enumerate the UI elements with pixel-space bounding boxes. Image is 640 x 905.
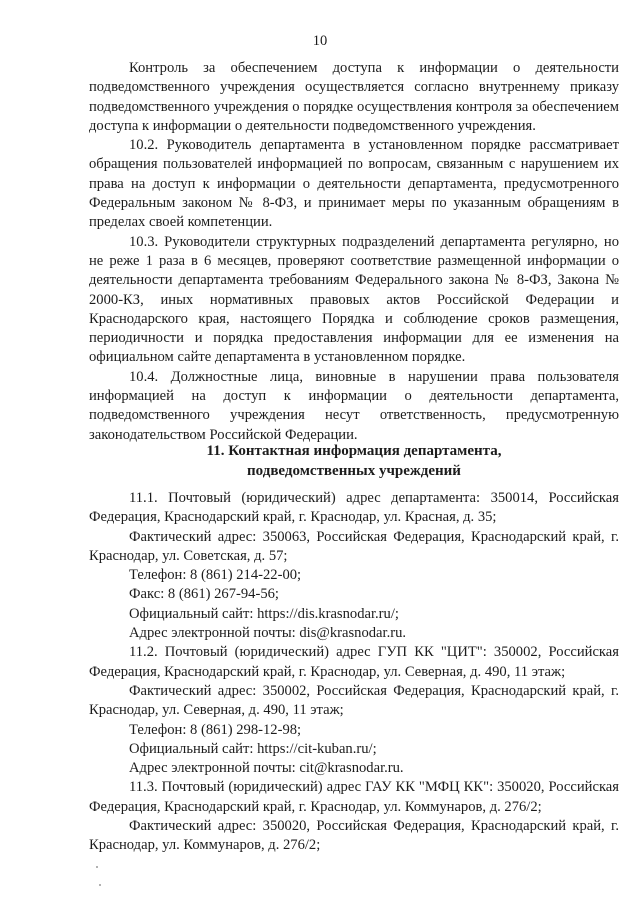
paragraph: 10.2. Руководитель департамента в установленном порядке рассматривает обращения пользователей информацией по вопросам, связанным с нарушением их права на доступ к информации о деятельности департамента, предусмотренного Федеральным законом № 8-ФЗ, и принимает меры по указанным обращениям в пределах своей компетенции. (89, 137, 619, 231)
scan-speck (99, 884, 101, 886)
section-11-body (89, 489, 619, 856)
paragraph: 10.3. Руководители структурных подразделений департамента регулярно, но не реже 1 раза в 6 месяцев, проверяют соответствие размещенной информации о деятельности департамента требованиям Федерального закона № 8-ФЗ, Закона № 2000-КЗ, иных нормативных правовых актов Российской Федерации и Краснодарского края, настоящего Порядка и соблюдение сроков размещения, периодичности и порядка предоставления информации для ее изменения на официальном сайте департамента в установленном порядке. (89, 233, 619, 366)
paragraph: Адрес электронной почты: cit@krasnodar.ru. (129, 760, 404, 777)
scan-speck (96, 866, 98, 868)
paragraph: Фактический адрес: 350002, Российская Федерация, Краснодарский край, г. Краснодар, ул. Северная, д. 490, 11 этаж; (89, 682, 619, 719)
paragraph: Телефон: 8 (861) 214-22-00; (129, 567, 302, 584)
paragraph: 11.3. Почтовый (юридический) адрес ГАУ КК "МФЦ КК": 350020, Российская Федерация, Краснодарский край, г. Краснодар, ул. Коммунаров, д. 276/2; (89, 779, 619, 815)
paragraph: 11.1. Почтовый (юридический) адрес департамента: 350014, Российская Федерация, Краснодарский край, г. Краснодар, ул. Красная, д. 35; (89, 490, 619, 526)
paragraph: Фактический адрес: 350063, Российская Федерация, Краснодарский край, г. Краснодар, ул. Советская, д. 57; (89, 528, 619, 564)
section-11-heading (89, 441, 619, 481)
paragraph: Контроль за обеспечением доступа к информации о деятельности подведомственного учреждения осуществляется согласно внутреннему приказу подведомственного учреждения о порядке осуществления контроля за обеспечением доступа к информации о деятельности подведомственного учреждения. (89, 60, 619, 134)
paragraph: 10.4. Должностные лица, виновные в нарушении права пользователя информацией на доступ к информации о деятельности департамента, подведомственного учреждения несут ответственность, предусмотренную законодательством Российской Федерации. (89, 368, 619, 443)
paragraph: Факс: 8 (861) 267-94-56; (129, 586, 279, 603)
page-number: 10 (312, 33, 328, 49)
paragraph: Телефон: 8 (861) 298-12-98; (129, 721, 302, 738)
paragraph: 11.2. Почтовый (юридический) адрес ГУП КК "ЦИТ": 350002, Российская Федерация, Краснодарский край, г. Краснодар, ул. Северная, д. 490, 11 этаж; (89, 644, 619, 680)
heading-line: 11. Контактная информация департамента, (206, 443, 502, 459)
heading-line: подведомственных учреждений (247, 463, 461, 479)
paragraph: Фактический адрес: 350020, Российская Федерация, Краснодарский край, г. Краснодар, ул. Коммунаров, д. 276/2; (89, 818, 619, 854)
paragraph: Официальный сайт: https://cit-kuban.ru/; (129, 740, 377, 757)
paragraph: Адрес электронной почты: dis@krasnodar.ru. (129, 625, 407, 642)
paragraph: Официальный сайт: https://dis.krasnodar.ru/; (129, 605, 399, 622)
section-10-body (89, 59, 619, 445)
